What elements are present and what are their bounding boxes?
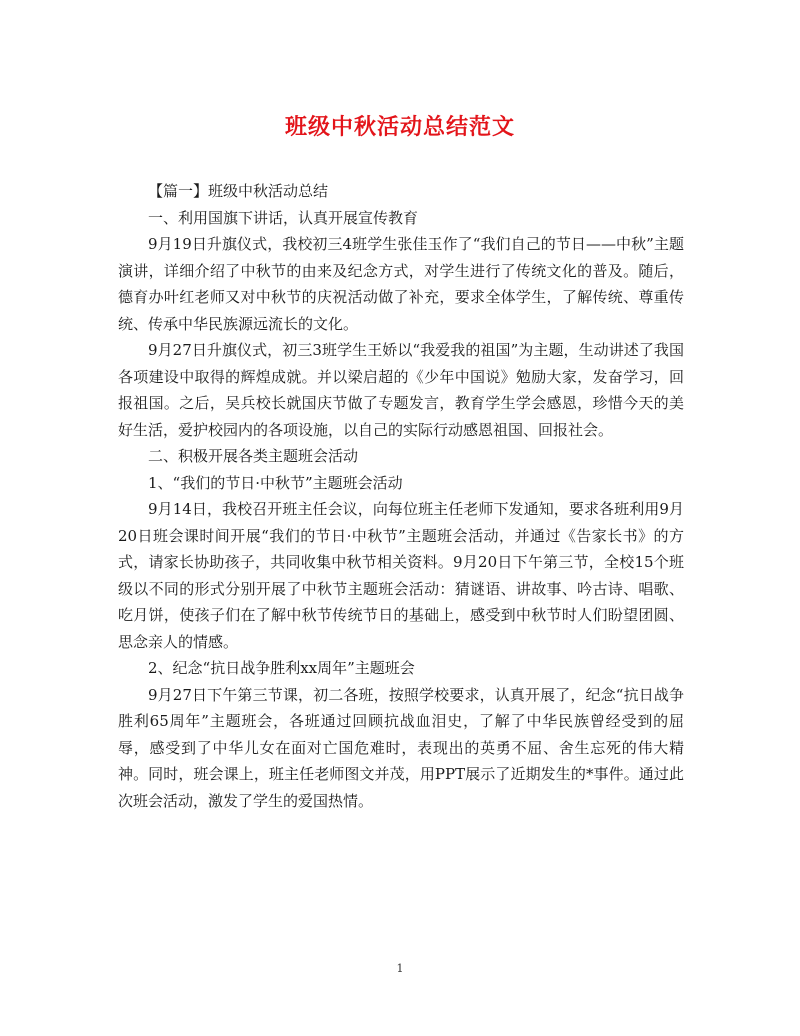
body-paragraph: 9月27日升旗仪式，初三3班学生王娇以“我爱我的祖国”为主题，生动讲述了我国各项建设中取得的辉煌成就。并以梁启超的《少年中国说》勉励大家，发奋学习，回报祖国。之后，吴兵校长就国庆节做了专题发言，教育学生学会感恩，珍惜今天的美好生活，爱护校园内的各项设施，以自己的实际行动感恩祖国、回报社会。 [118, 341, 684, 439]
body-paragraph: 9月19日升旗仪式，我校初三4班学生张佳玉作了“我们自己的节日——中秋”主题演讲，详细介绍了中秋节的由来及纪念方式，对学生进行了传统文化的普及。随后，德育办叶红老师又对中秋节的庆祝活动做了补充，要求全体学生，了解传统、尊重传统、传承中华民族源远流长的文化。 [118, 235, 684, 333]
subheading: 一、利用国旗下讲话，认真开展宣传教育 [148, 208, 419, 227]
section-heading: 【篇一】班级中秋活动总结 [148, 182, 329, 200]
page-number: 1 [396, 962, 404, 975]
subheading: 1、“我们的节日·中秋节”主题班会活动 [148, 473, 403, 492]
document-body [118, 178, 684, 814]
subheading: 2、纪念“抗日战争胜利xx周年”主题班会 [148, 659, 415, 677]
document-title: 班级中秋活动总结范文 [284, 114, 515, 140]
subheading: 二、积极开展各类主题班会活动 [148, 447, 359, 465]
body-paragraph: 9月27日下午第三节课，初二各班，按照学校要求，认真开展了，纪念“抗日战争胜利65周年”主题班会，各班通过回顾抗战血泪史，了解了中华民族曾经受到的屈辱，感受到了中华儿女在面对亡国危难时，表现出的英勇不屈、舍生忘死的伟大精神。同时，班会课上，班主任老师图文并茂，用PPT展示了近期发生的*事件。通过此次班会活动，激发了学生的爱国热情。 [118, 685, 684, 810]
body-paragraph: 9月14日，我校召开班主任会议，向每位班主任老师下发通知，要求各班利用9月20日班会课时间开展“我们的节日·中秋节”主题班会活动，并通过《告家长书》的方式，请家长协助孩子，共同收集中秋节相关资料。9月20日下午第三节，全校15个班级以不同的形式分别开展了中秋节主题班会活动：猜谜语、讲故事、吟古诗、唱歌、吃月饼，使孩子们在了解中秋节传统节日的基础上，感受到中秋节时人们盼望团圆、思念亲人的情感。 [118, 500, 684, 651]
